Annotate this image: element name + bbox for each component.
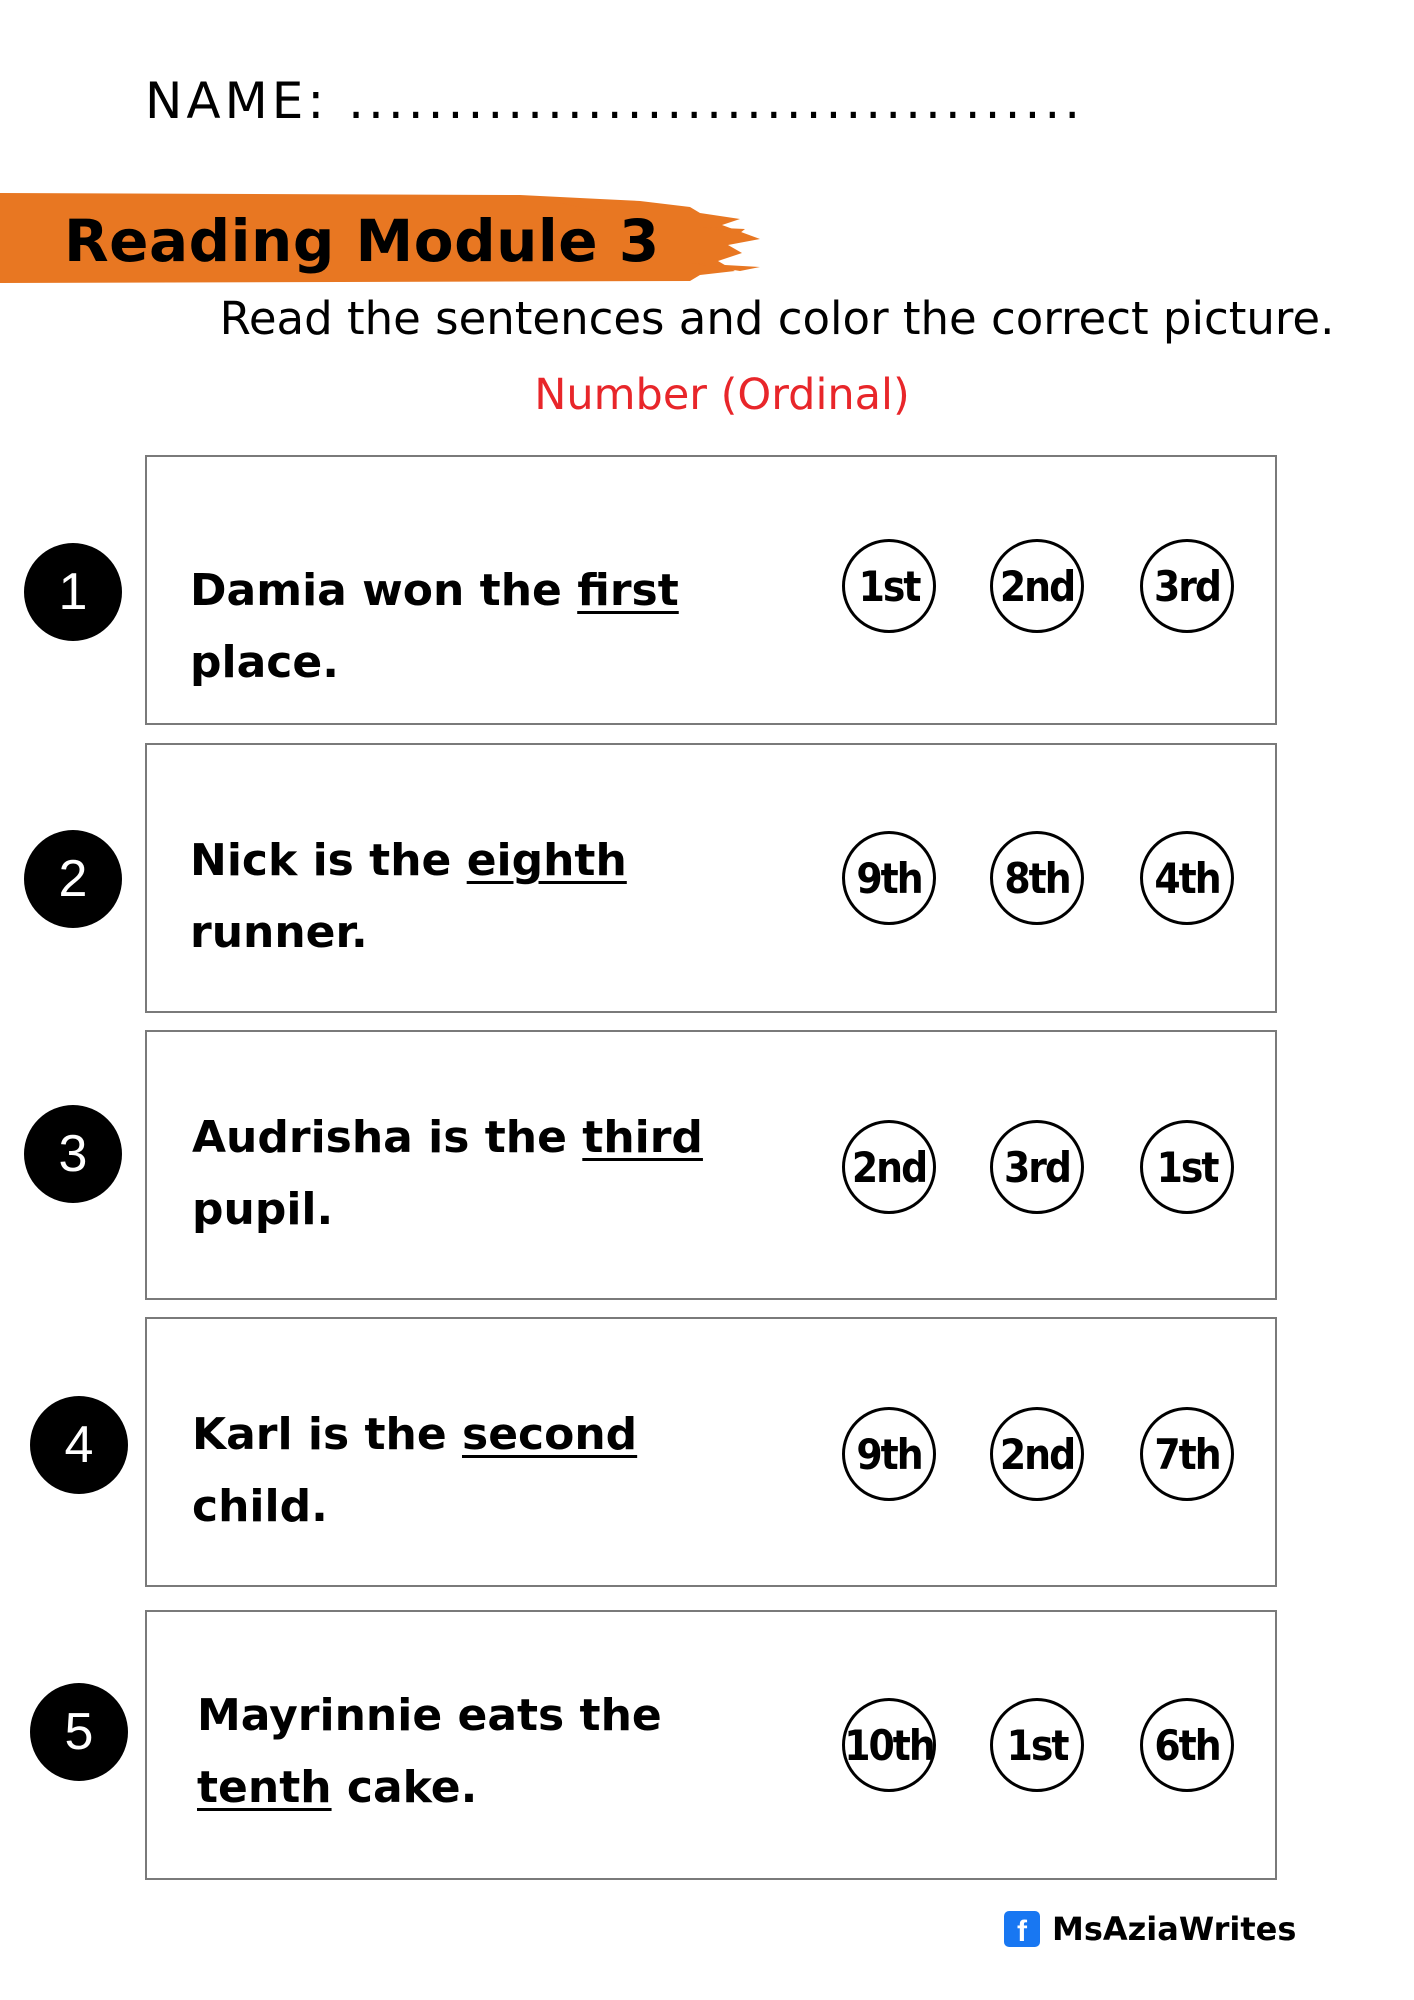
question-sentence-5: Mayrinnie eats the tenth cake. — [197, 1690, 662, 1813]
question-sentence-4: Karl is the second child. — [192, 1409, 638, 1532]
choice-2-c[interactable]: 4th — [1140, 831, 1234, 925]
question-sentence-3: Audrisha is the third pupil. — [192, 1112, 703, 1235]
choice-4-a[interactable]: 9th — [842, 1407, 936, 1501]
choice-5-a[interactable]: 10th — [842, 1698, 936, 1792]
choice-3-a[interactable]: 2nd — [842, 1120, 936, 1214]
key-word-1: first — [577, 565, 679, 616]
question-box-2 — [145, 743, 1277, 1013]
question-number-4: 4 — [30, 1396, 128, 1494]
choice-1-c[interactable]: 3rd — [1140, 539, 1234, 633]
author-credit — [1004, 1910, 1296, 1948]
choice-2-a[interactable]: 9th — [842, 831, 936, 925]
question-number-3: 3 — [24, 1105, 122, 1203]
key-word-4: second — [462, 1409, 638, 1460]
key-word-5: tenth — [197, 1762, 332, 1813]
choice-2-b[interactable]: 8th — [990, 831, 1084, 925]
question-sentence-1: Damia won the first place. — [190, 565, 679, 688]
question-box-5 — [145, 1610, 1277, 1880]
choice-1-b[interactable]: 2nd — [990, 539, 1084, 633]
choice-5-c[interactable]: 6th — [1140, 1698, 1234, 1792]
question-number-5: 5 — [30, 1683, 128, 1781]
topic-subtitle: Number (Ordinal) — [534, 370, 910, 420]
question-box-4 — [145, 1317, 1277, 1587]
choice-3-b[interactable]: 3rd — [990, 1120, 1084, 1214]
question-box-3 — [145, 1030, 1277, 1300]
choice-5-b[interactable]: 1st — [990, 1698, 1084, 1792]
author-handle: MsAziaWrites — [1052, 1910, 1297, 1948]
facebook-icon: f — [1004, 1911, 1040, 1947]
question-box-1 — [145, 455, 1277, 725]
module-title: Reading Module 3 — [64, 207, 660, 275]
choice-1-a[interactable]: 1st — [842, 539, 936, 633]
question-number-2: 2 — [24, 830, 122, 928]
key-word-3: third — [582, 1112, 703, 1163]
question-sentence-2: Nick is the eighth runner. — [190, 835, 627, 958]
choice-4-b[interactable]: 2nd — [990, 1407, 1084, 1501]
instruction-text: Read the sentences and color the correct picture. — [219, 292, 1335, 345]
name-field[interactable]: NAME: ..................................... — [145, 72, 1085, 130]
question-number-1: 1 — [24, 543, 122, 641]
choice-4-c[interactable]: 7th — [1140, 1407, 1234, 1501]
choice-3-c[interactable]: 1st — [1140, 1120, 1234, 1214]
key-word-2: eighth — [466, 835, 627, 886]
